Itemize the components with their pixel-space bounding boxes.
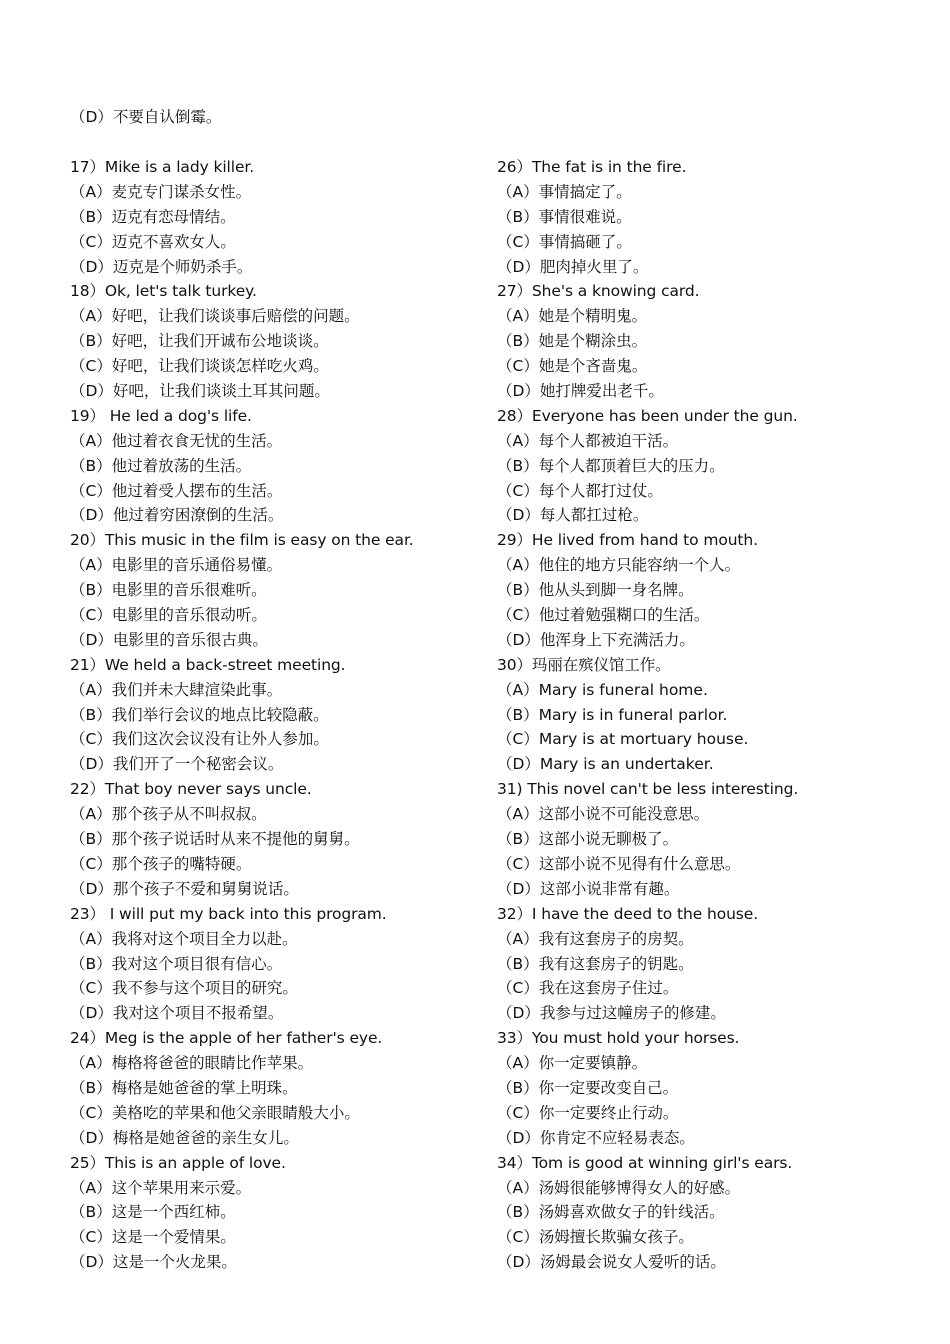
answer-option: （C）好吧，让我们谈谈怎样吃火鸡。 <box>70 357 329 376</box>
answer-option: （A）每个人都被迫干活。 <box>497 431 679 450</box>
answer-option: （D）你肯定不应轻易表态。 <box>497 1128 695 1147</box>
question-text: 24）Meg is the apple of her father's eye. <box>70 1029 383 1048</box>
answer-option: （B）我有这套房子的钥匙。 <box>497 954 694 973</box>
answer-option: （A）事情搞定了。 <box>497 182 632 201</box>
question-item <box>70 279 500 403</box>
question-item <box>70 155 500 279</box>
answer-option: （B）事情很难说。 <box>497 207 632 226</box>
answer-option: （D）这是一个火龙果。 <box>70 1253 237 1272</box>
answer-option: （A）我有这套房子的房契。 <box>497 929 694 948</box>
question-item <box>70 777 500 901</box>
question-text: 25）This is an apple of love. <box>70 1153 286 1172</box>
answer-option: （D）那个孩子不爱和舅舅说话。 <box>70 879 299 898</box>
question-item <box>497 155 927 279</box>
answer-option: （D）电影里的音乐很古典。 <box>70 630 268 649</box>
answer-option: （B）这是一个西红柿。 <box>70 1203 236 1222</box>
answer-option: （C）电影里的音乐很动听。 <box>70 606 267 625</box>
question-item <box>497 1026 927 1150</box>
answer-option: （A）他住的地方只能容纳一个人。 <box>497 556 741 575</box>
question-text: 22）That boy never says uncle. <box>70 780 312 799</box>
answer-option: （C）我们这次会议没有让外人参加。 <box>70 730 329 749</box>
question-text: 34）Tom is good at winning girl's ears. <box>497 1153 793 1172</box>
answer-option: （D）好吧，让我们谈谈土耳其问题。 <box>70 382 330 401</box>
answer-option: （D）我参与过这幢房子的修建。 <box>497 1004 726 1023</box>
answer-option: （B）他从头到脚一身名牌。 <box>497 581 694 600</box>
question-item <box>70 902 500 1026</box>
answer-option: （B）每个人都顶着巨大的压力。 <box>497 456 725 475</box>
answer-option: （D）他浑身上下充满活力。 <box>497 630 695 649</box>
answer-option: （C）我不参与这个项目的研究。 <box>70 979 298 998</box>
answer-option: （D）肥肉掉火里了。 <box>497 257 649 276</box>
answer-option: （A）Mary is funeral home. <box>497 680 708 699</box>
answer-option: （D）我们开了一个秘密会议。 <box>70 755 284 774</box>
question-text: 33）You must hold your horses. <box>497 1029 740 1048</box>
question-text: 26）The fat is in the fire. <box>497 158 687 176</box>
answer-option: （D）汤姆最会说女人爱听的话。 <box>497 1253 726 1272</box>
left-question-column <box>70 155 500 1275</box>
answer-option: （D）迈克是个师奶杀手。 <box>70 257 253 276</box>
answer-option: （B）她是个糊涂虫。 <box>497 332 648 351</box>
question-item <box>70 1151 500 1275</box>
answer-option: （B）那个孩子说话时从来不提他的舅舅。 <box>70 830 360 849</box>
answer-option: （B）你一定要改变自己。 <box>497 1078 679 1097</box>
answer-option: （A）这部小说不可能没意思。 <box>497 805 710 824</box>
answer-option: （C）美格吃的苹果和他父亲眼睛般大小。 <box>70 1103 360 1122</box>
answer-option: （A）他过着衣食无忧的生活。 <box>70 431 283 450</box>
answer-option: （C）他过着勉强糊口的生活。 <box>497 606 710 625</box>
answer-option: （A）我们并未大肆渲染此事。 <box>70 680 283 699</box>
question-item <box>497 777 927 901</box>
answer-option: （B）Mary is in funeral parlor. <box>497 705 728 724</box>
answer-option: （C）我在这套房子住过。 <box>497 979 679 998</box>
answer-option: （A）麦克专门谋杀女性。 <box>70 182 252 201</box>
answer-option: （C）那个孩子的嘴特硬。 <box>70 854 252 873</box>
answer-option: （B）我对这个项目很有信心。 <box>70 954 283 973</box>
question-text: 31) This novel can't be less interesting. <box>497 780 799 799</box>
question-item <box>70 1026 500 1150</box>
answer-option: （A）梅格将爸爸的眼睛比作苹果。 <box>70 1054 314 1073</box>
question-text: 27）She's a knowing card. <box>497 282 700 301</box>
answer-option: （A）好吧，让我们谈谈事后赔偿的问题。 <box>70 307 360 326</box>
answer-option: （B）梅格是她爸爸的掌上明珠。 <box>70 1078 298 1097</box>
question-item <box>497 404 927 528</box>
answer-option: （A）汤姆很能够博得女人的好感。 <box>497 1178 741 1197</box>
answer-option: （C）你一定要终止行动。 <box>497 1103 679 1122</box>
question-item <box>497 279 927 403</box>
answer-option: （B）这部小说无聊极了。 <box>497 830 679 849</box>
answer-option: （C）迈克不喜欢女人。 <box>70 232 236 251</box>
question-item <box>70 404 500 528</box>
answer-option: （C）她是个吝啬鬼。 <box>497 357 648 376</box>
question-text: 32）I have the deed to the house. <box>497 904 759 923</box>
question-item <box>497 902 927 1026</box>
answer-option: （D）她打牌爱出老千。 <box>497 382 664 401</box>
answer-option: （B）他过着放荡的生活。 <box>70 456 252 475</box>
question-text: 20）This music in the film is easy on the ear. <box>70 531 414 550</box>
answer-option: （A）那个孩子从不叫叔叔。 <box>70 805 267 824</box>
question-item <box>70 653 500 777</box>
answer-option: （B）迈克有恋母情结。 <box>70 207 236 226</box>
answer-option: （C）这部小说不见得有什么意思。 <box>497 854 741 873</box>
answer-option: （D）每人都扛过枪。 <box>497 506 649 525</box>
answer-option: （D）我对这个项目不报希望。 <box>70 1004 284 1023</box>
answer-option: （A）她是个精明鬼。 <box>497 307 648 326</box>
question-item <box>497 528 927 652</box>
answer-option: （A）这个苹果用来示爱。 <box>70 1178 252 1197</box>
answer-option: （D）他过着穷困潦倒的生活。 <box>70 506 284 525</box>
carryover-option: （D）不要自认倒霉。 <box>70 108 222 126</box>
answer-option: （C）汤姆擅长欺骗女孩子。 <box>497 1228 694 1247</box>
question-item <box>70 528 500 652</box>
answer-option: （A）我将对这个项目全力以赴。 <box>70 929 298 948</box>
answer-option: （A）你一定要镇静。 <box>497 1054 648 1073</box>
question-text: 29）He lived from hand to mouth. <box>497 531 758 550</box>
answer-option: （C）Mary is at mortuary house. <box>497 730 749 749</box>
answer-option: （C）事情搞砸了。 <box>497 232 632 251</box>
question-item <box>497 1151 927 1275</box>
answer-option: （C）这是一个爱情果。 <box>70 1228 236 1247</box>
answer-option: （A）电影里的音乐通俗易懂。 <box>70 556 283 575</box>
question-text: 21）We held a back-street meeting. <box>70 655 346 674</box>
question-text: 19） He led a dog's life. <box>70 406 252 425</box>
answer-option: （C）他过着受人摆布的生活。 <box>70 481 283 500</box>
right-question-column <box>497 155 927 1275</box>
question-item <box>497 653 927 777</box>
question-text: 28）Everyone has been under the gun. <box>497 406 798 425</box>
answer-option: （D）梅格是她爸爸的亲生女儿。 <box>70 1128 299 1147</box>
question-text: 18）Ok, let's talk turkey. <box>70 282 257 301</box>
answer-option: （B）电影里的音乐很难听。 <box>70 581 267 600</box>
answer-option: （B）我们举行会议的地点比较隐蔽。 <box>70 705 329 724</box>
question-text: 23） I will put my back into this program. <box>70 904 387 923</box>
answer-option: （B）汤姆喜欢做女子的针线活。 <box>497 1203 725 1222</box>
answer-option: （B）好吧，让我们开诚布公地谈谈。 <box>70 332 329 351</box>
answer-option: （D）Mary is an undertaker. <box>497 755 714 774</box>
question-text: 17）Mike is a lady killer. <box>70 158 255 176</box>
answer-option: （C）每个人都打过仗。 <box>497 481 663 500</box>
answer-option: （D）这部小说非常有趣。 <box>497 879 680 898</box>
question-text: 30）玛丽在殡仪馆工作。 <box>497 655 671 674</box>
